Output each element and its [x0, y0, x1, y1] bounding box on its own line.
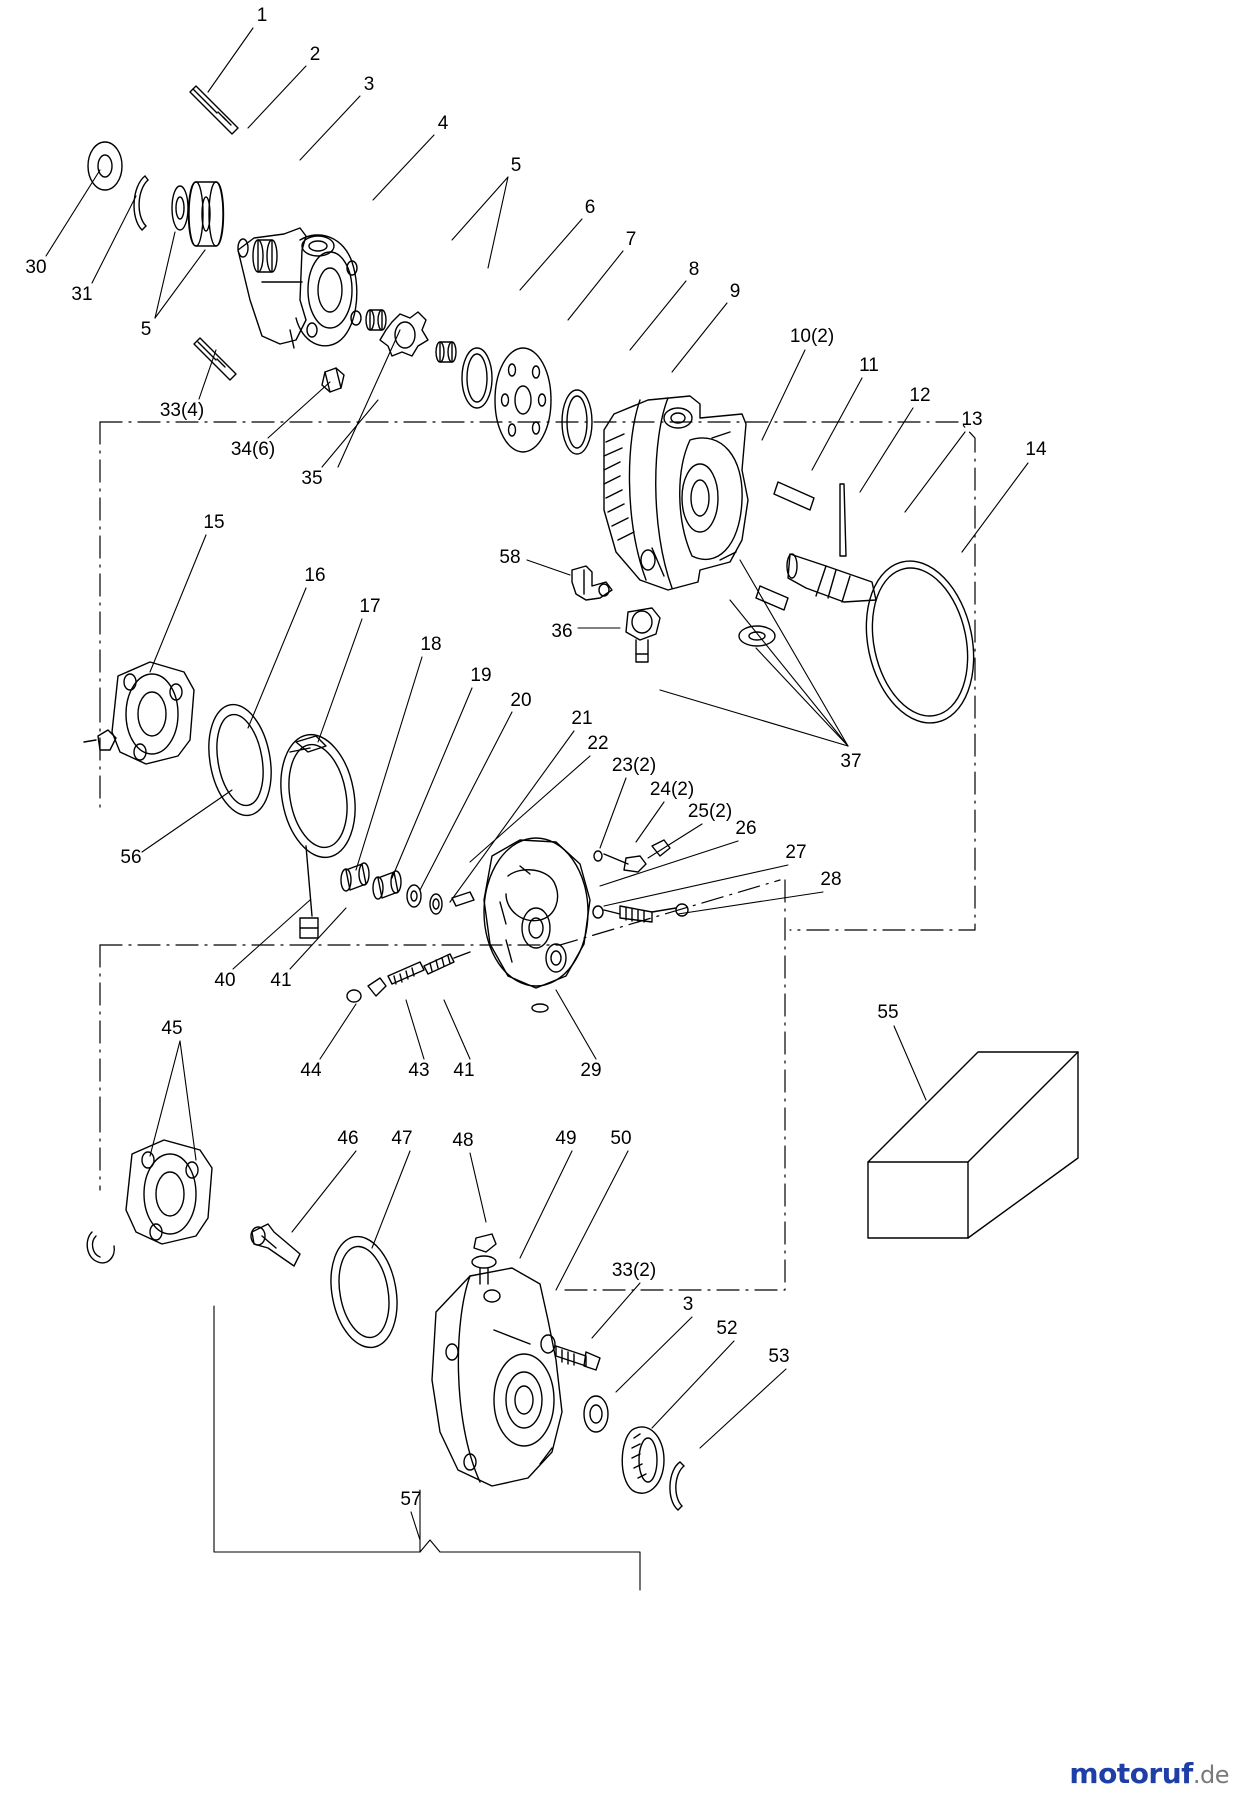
callout-7: 7: [625, 229, 637, 250]
callout-52: 52: [716, 1318, 738, 1339]
part-48-plug: [472, 1234, 496, 1284]
part-10-dowel-pins: [756, 482, 814, 610]
part-14-large-o-ring: [852, 551, 988, 733]
callout-33-2: 33(2): [611, 1260, 657, 1281]
part-17-brake-band: [272, 729, 364, 938]
part-18-bushings: [341, 863, 474, 914]
callout-41-a: 41: [270, 970, 292, 991]
assembly-group-outlines: [100, 422, 975, 1290]
part-21-end-cap: [484, 838, 590, 1012]
callout-26: 26: [735, 818, 757, 839]
callout-44: 44: [300, 1060, 322, 1081]
callout-36: 36: [551, 621, 573, 642]
callout-25-2: 25(2): [687, 801, 733, 822]
callout-5-a: 5: [510, 155, 522, 176]
callout-27: 27: [785, 842, 807, 863]
callout-9: 9: [729, 281, 741, 302]
part-45-trunnion-block-b: [87, 1140, 212, 1263]
part-4-pump-housing: [238, 228, 361, 348]
leader-line-55: [894, 1026, 926, 1100]
callout-13: 13: [961, 409, 983, 430]
callout-31: 31: [71, 284, 93, 305]
part-47-seal-ring: [323, 1231, 405, 1352]
watermark: [1069, 1757, 1229, 1790]
part-33-nut-a: [322, 368, 344, 392]
callout-33-4: 33(4): [159, 400, 205, 421]
callout-47: 47: [391, 1128, 413, 1149]
callout-43: 43: [408, 1060, 430, 1081]
leader-lines-bottom: [150, 1041, 786, 1448]
watermark-de: .de: [1192, 1761, 1229, 1789]
callout-41-b: 41: [453, 1060, 475, 1081]
part-31-retaining-ring: [134, 176, 148, 230]
callout-35: 35: [301, 468, 323, 489]
part-49-bolts: [556, 1346, 600, 1370]
callout-24-2: 24(2): [649, 779, 695, 800]
callout-19: 19: [470, 665, 492, 686]
part-40-44-springs-screws: [347, 952, 470, 1002]
callout-3: 3: [363, 74, 375, 95]
callout-4: 4: [437, 113, 449, 134]
part-1-bolt: [190, 86, 238, 134]
callout-22: 22: [587, 733, 609, 754]
part-3-shaft-spacer: [238, 239, 277, 272]
part-5-seal-a: [172, 186, 188, 230]
callout-49: 49: [555, 1128, 577, 1149]
part-2-bearing: [189, 182, 224, 246]
callout-20: 20: [510, 690, 532, 711]
part-34-gerotor: [380, 312, 428, 356]
watermark-motor: motor: [1069, 1757, 1162, 1790]
bracket-57: [214, 1306, 640, 1590]
part-13-washer: [739, 626, 775, 646]
leader-lines-top: [46, 28, 1028, 628]
callout-30: 30: [25, 257, 47, 278]
callout-5-b: 5: [140, 319, 152, 340]
callout-6: 6: [584, 197, 596, 218]
callout-12: 12: [909, 385, 931, 406]
callout-14: 14: [1025, 439, 1047, 460]
callout-18: 18: [420, 634, 442, 655]
part-6-o-ring-a: [462, 348, 492, 408]
callout-1: 1: [256, 5, 268, 26]
part-11-pin: [840, 484, 846, 556]
part-52-bearing: [584, 1396, 664, 1493]
callout-57: 57: [400, 1489, 422, 1510]
part-12-output-shaft: [787, 554, 876, 602]
part-53-retaining-ring: [670, 1462, 684, 1510]
part-22-28-fasteners: [593, 840, 688, 922]
callout-29: 29: [580, 1060, 602, 1081]
callout-34-6: 34(6): [230, 439, 276, 460]
callout-55: 55: [877, 1002, 899, 1023]
watermark-uf: uf: [1161, 1757, 1193, 1790]
part-9-center-housing: [604, 396, 748, 590]
part-16-seal-ring: [201, 700, 280, 821]
callout-11: 11: [859, 355, 879, 376]
part-36-check-valve: [626, 608, 660, 662]
callout-8: 8: [688, 259, 700, 280]
leader-lines-middle: [142, 535, 823, 1059]
callout-48: 48: [452, 1130, 474, 1151]
part-30-washer: [88, 142, 122, 190]
callout-56: 56: [120, 847, 142, 868]
callout-45: 45: [161, 1018, 183, 1039]
callout-10: 10(2): [789, 326, 835, 347]
callout-37: 37: [840, 751, 862, 772]
callout-17: 17: [359, 596, 381, 617]
callout-40: 40: [214, 970, 236, 991]
part-58-elbow-fitting: [572, 566, 612, 600]
leader-lines-37: [660, 560, 848, 746]
callout-50: 50: [610, 1128, 632, 1149]
part-55-box: [868, 1052, 1078, 1238]
part-50-bottom-housing: [432, 1268, 562, 1486]
callout-46: 46: [337, 1128, 359, 1149]
callout-58: 58: [499, 547, 521, 568]
callout-53: 53: [768, 1346, 790, 1367]
callout-23-2: 23(2): [611, 755, 657, 776]
callout-16: 16: [304, 565, 326, 586]
callout-3-b: 3: [682, 1294, 694, 1315]
callout-28: 28: [820, 869, 842, 890]
callout-21: 21: [571, 708, 593, 729]
callout-2: 2: [309, 44, 321, 65]
part-33-bolt: [194, 338, 236, 380]
part-7-valve-plate: [495, 348, 551, 452]
callout-15: 15: [203, 512, 225, 533]
